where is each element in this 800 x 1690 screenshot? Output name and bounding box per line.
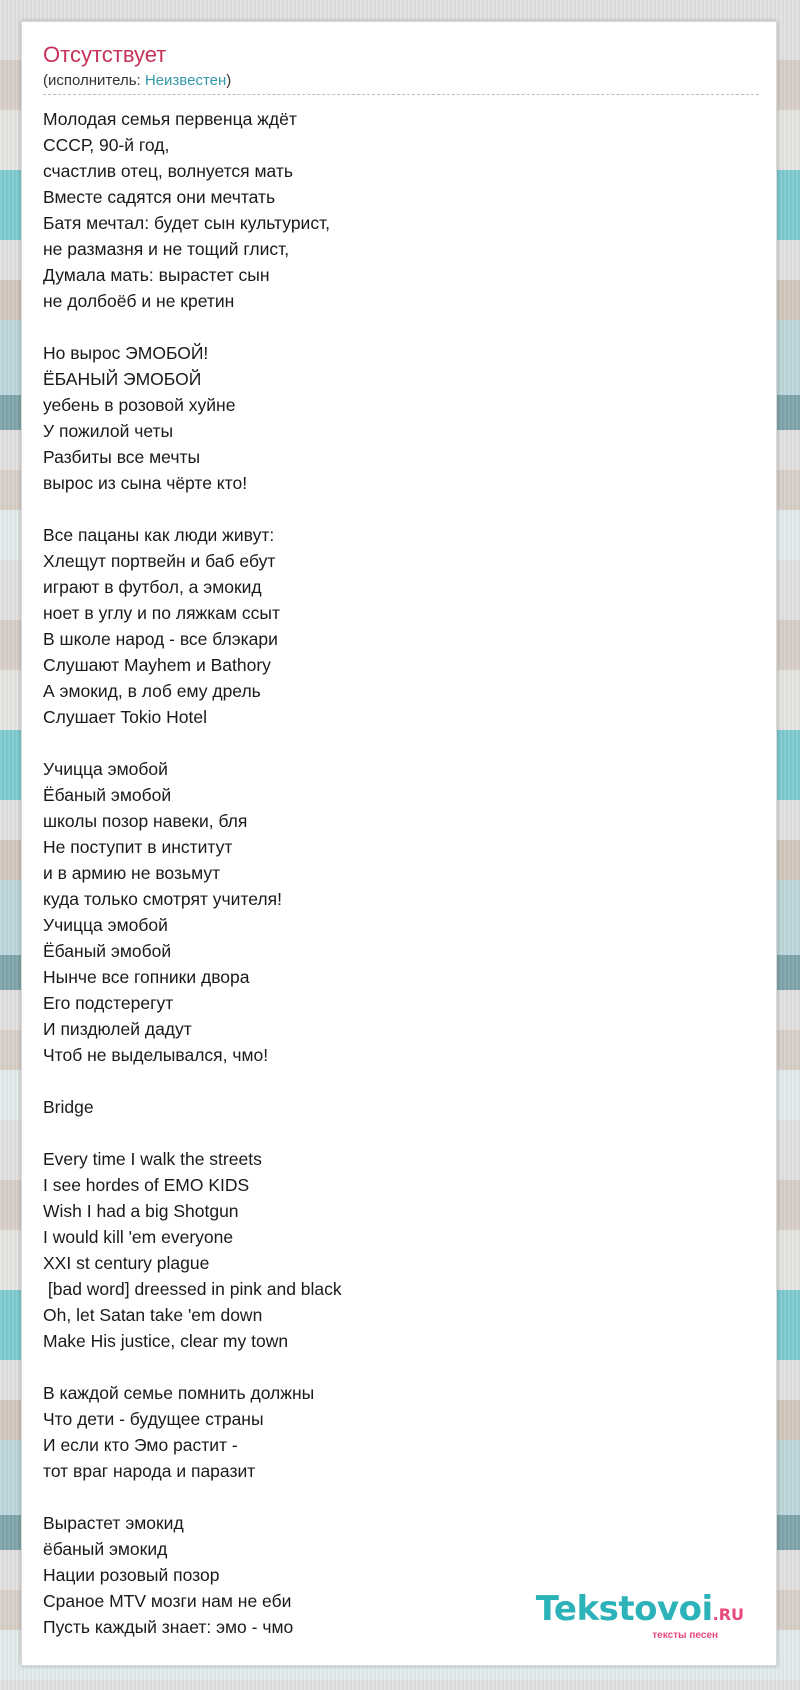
lyric-line: В школе народ - все блэкари xyxy=(43,629,278,649)
logo-tagline: тексты песен xyxy=(652,1630,718,1641)
lyric-line: и в армию не возьмут xyxy=(43,863,221,883)
artist-prefix: (исполнитель: xyxy=(43,72,145,89)
lyric-line: У пожилой четы xyxy=(43,421,174,441)
lyric-line: Слушают Mayhem и Bathory xyxy=(43,655,271,675)
lyric-line: Wish I had a big Shotgun xyxy=(43,1201,239,1221)
lyric-line: вырос из сына чёрте кто! xyxy=(43,473,248,493)
lyric-line: куда только смотрят учителя! xyxy=(43,889,282,909)
lyric-line: Все пацаны как люди живут: xyxy=(43,525,275,545)
lyric-line: Но вырос ЭМОБОЙ! xyxy=(43,343,209,363)
lyric-line: I see hordes of EMO KIDS xyxy=(43,1175,250,1195)
lyric-line: ЁБАНЫЙ ЭМОБОЙ xyxy=(43,369,202,389)
artist-link[interactable]: Неизвестен xyxy=(144,72,227,89)
lyrics-card xyxy=(21,21,777,1666)
lyric-line: Ёбаный эмобой xyxy=(43,941,172,961)
lyric-line: Make His justice, clear my town xyxy=(43,1331,289,1351)
lyric-line: тот враг народа и паразит xyxy=(43,1461,256,1481)
lyric-line: Нации розовый позор xyxy=(43,1565,220,1585)
divider xyxy=(43,94,759,95)
stanza-gap xyxy=(43,314,743,340)
lyric-line: Батя мечтал: будет сын культурист, xyxy=(43,213,331,233)
lyric-line: Пусть каждый знает: эмо - чмо xyxy=(43,1617,294,1637)
lyric-line: I would kill 'em everyone xyxy=(43,1227,234,1247)
lyric-line: Нынче все гопники двора xyxy=(43,967,250,987)
stanza-gap xyxy=(43,1484,743,1510)
lyric-line: Не поступит в институт xyxy=(43,837,233,857)
logo-tld: .RU xyxy=(712,1605,744,1624)
lyric-line: Слушает Tokio Hotel xyxy=(43,707,207,727)
lyric-line: не долбоёб и не кретин xyxy=(43,291,235,311)
song-title: Отсутствует xyxy=(43,42,167,67)
lyric-line: Его подстерегут xyxy=(43,993,174,1013)
logo-wordmark xyxy=(535,1589,744,1632)
lyric-line: [bad word] dreessed in pink and black xyxy=(43,1279,342,1299)
lyric-line: не размазня и не тощий глист, xyxy=(43,239,290,259)
lyric-line: Разбиты все мечты xyxy=(43,447,201,467)
lyric-line: Bridge xyxy=(43,1097,94,1117)
stanza-gap xyxy=(43,1354,743,1380)
stanza-gap xyxy=(43,730,743,756)
lyric-line: ноет в углу и по ляжкам ссыт xyxy=(43,603,281,623)
lyric-line: Вырастет эмокид xyxy=(43,1513,184,1533)
lyrics-text xyxy=(43,106,743,1640)
lyric-line: Чтоб не выделывался, чмо! xyxy=(43,1045,269,1065)
lyric-line: счастлив отец, волнуется мать xyxy=(43,161,294,181)
lyric-line: И пиздюлей дадут xyxy=(43,1019,192,1039)
lyric-line: Вместе садятся они мечтать xyxy=(43,187,276,207)
lyric-line: Учицца эмобой xyxy=(43,915,168,935)
lyric-line: СССР, 90-й год, xyxy=(43,135,170,155)
lyric-line: А эмокид, в лоб ему дрель xyxy=(43,681,261,701)
lyric-line: Ёбаный эмобой xyxy=(43,785,172,805)
site-logo[interactable] xyxy=(535,1589,744,1641)
lyric-line: XXI st century plague xyxy=(43,1253,210,1273)
lyric-line: Хлещут портвейн и баб ебут xyxy=(43,551,276,571)
stanza-gap xyxy=(43,1068,743,1094)
stanza-gap xyxy=(43,1120,743,1146)
lyric-line: И если кто Эмо растит - xyxy=(43,1435,238,1455)
lyric-line: Учицца эмобой xyxy=(43,759,168,779)
lyric-line: Oh, let Satan take 'em down xyxy=(43,1305,263,1325)
artist-line xyxy=(43,72,231,90)
lyric-line: уебень в розовой хуйне xyxy=(43,395,236,415)
lyric-line: ёбаный эмокид xyxy=(43,1539,168,1559)
stanza-gap xyxy=(43,496,743,522)
lyric-line: В каждой семье помнить должны xyxy=(43,1383,315,1403)
logo-name: Tekstovoi xyxy=(535,1589,713,1629)
lyric-line: Что дети - будущее страны xyxy=(43,1409,264,1429)
lyric-line: играют в футбол, а эмокид xyxy=(43,577,262,597)
lyric-line: Сраное MTV мозги нам не еби xyxy=(43,1591,292,1611)
lyric-line: Every time I walk the streets xyxy=(43,1149,262,1169)
lyric-line: Молодая семья первенца ждёт xyxy=(43,109,297,129)
lyric-line: школы позор навеки, бля xyxy=(43,811,248,831)
artist-suffix: ) xyxy=(226,72,232,89)
lyric-line: Думала мать: вырастет сын xyxy=(43,265,270,285)
